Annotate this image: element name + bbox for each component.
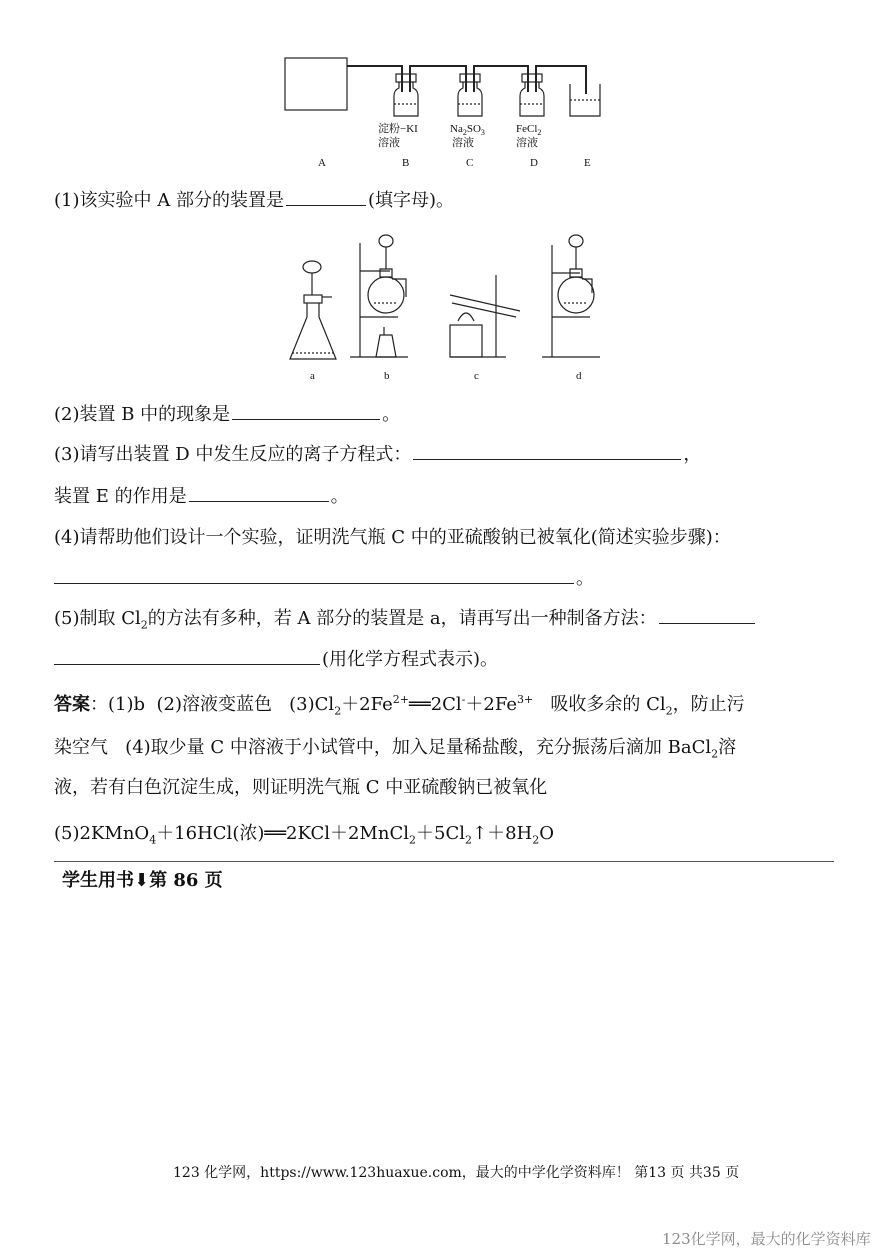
q3-text: (3)请写出装置 D 中发生反应的离子方程式： [54,444,412,465]
q2-answer-blank[interactable] [232,418,380,420]
down-arrow-icon: ⬇ [134,870,150,891]
apparatus-c [450,275,520,357]
question-3-line2 [54,482,349,508]
label-e: E [584,157,591,169]
question-4-line2 [54,564,594,590]
apparatus-a [290,261,336,359]
q3-suffix: 。 [330,486,349,507]
answer-p1: (1)b [108,694,146,715]
answer-line2-a: 染空气 [54,737,108,758]
question-4 [54,523,731,549]
answer-label: 答案 [54,694,90,715]
q1-text: (1)该实验中 A 部分的装置是 [54,190,284,211]
label-a-2: a [310,370,315,382]
label-c-2: c [474,370,479,382]
answer-p3-effect: 吸收多余的 $Cl_2$，防止污 [550,694,745,718]
q3-text-2: 装置 E 的作用是 [54,486,187,507]
reagent-d-line2: 溶液 [516,137,538,149]
watermark: 123化学网，最大的化学资料库 [662,1230,871,1248]
q4-text: (4)请帮助他们设计一个实验，证明洗气瓶 C 中的亚硫酸钠已被氧化(简述实验步骤)： [54,527,731,548]
q4-suffix: 。 [576,568,594,589]
q4-answer-blank[interactable] [54,582,574,584]
answer-p2: (2)溶液变蓝色 [156,694,272,715]
label-d: D [530,157,538,169]
answer-line-3 [54,773,547,799]
apparatus-d [542,235,600,357]
answer-line-4: (5)2KMnO$_4$＋16HCl(浓)$══2KCl+2MnCl_2+5Cl_2↑+8H_2O$ [54,823,554,847]
book-ref-label: 学生用书 [62,870,134,891]
answer-colon: ： [90,694,108,715]
answer-line2-c: 溶 [718,737,737,758]
label-b: B [402,157,410,169]
answer-line-2 [54,733,736,761]
q2-suffix: 。 [382,404,401,425]
reagent-b-line2: 溶液 [378,137,400,149]
q5-text-b: 的方法有多种，若 A 部分的装置是 a，请再写出一种制备方法： [147,608,657,629]
answer-line2-sub: 2 [711,747,719,761]
q3-comma: ， [683,444,702,465]
q2-text: (2)装置 B 中的现象是 [54,404,231,425]
q1-answer-blank[interactable] [286,204,366,206]
answer-p3: $(3)Cl_2+2Fe^{2+}══2Cl^-+2Fe^{3+}$ [289,693,534,718]
reagent-d-line1: FeCl$_2$ [516,123,542,137]
q5-suffix: (用化学方程式表示)。 [322,649,499,670]
reagent-c-line2: 溶液 [452,137,474,149]
answer-line3: 液，若有白色沉淀生成，则证明洗气瓶 C 中亚硫酸钠已被氧化 [54,777,548,798]
reagent-c-line1: $Na_2SO_3$ [450,123,485,137]
apparatus-diagram-2 [280,225,610,385]
q1-suffix: (填字母)。 [367,190,454,211]
q3-answer-blank-2[interactable] [189,500,329,502]
question-3 [54,440,701,466]
wash-bottle-c [458,74,482,116]
q3-answer-blank-1[interactable] [413,458,681,460]
page-footer: 123 化学网，https://www.123huaxue.com，最大的中学化学资料库！ 第13 页 共35 页 [173,1165,740,1181]
question-5-line2 [54,645,498,671]
q5-answer-blank-1[interactable] [659,622,755,624]
question-5 [54,604,757,632]
q5-answer-blank-2[interactable] [54,663,320,665]
book-reference [62,866,223,892]
question-2 [54,400,400,426]
wash-bottle-b [394,74,418,116]
q5-sub: 2 [140,618,148,632]
answer-line2-b: (4)取少量 C 中溶液于小试管中，加入足量稀盐酸，充分振荡后滴加 BaCl [125,737,712,758]
apparatus-b [350,235,408,357]
reagent-b-line1: 淀粉−KI [378,123,418,135]
book-ref-page: 第 86 页 [149,870,223,891]
label-b-2: b [384,370,390,382]
q5-text-a: (5)制取 Cl [54,608,141,629]
wash-bottle-d [520,74,544,116]
label-d-2: d [576,370,582,382]
divider-line [54,861,834,862]
box-a [285,58,347,110]
label-c: C [466,157,474,169]
answer-line-1 [54,690,745,718]
label-a: A [318,157,326,169]
question-1 [54,186,454,212]
apparatus-diagram-1 [280,52,610,170]
